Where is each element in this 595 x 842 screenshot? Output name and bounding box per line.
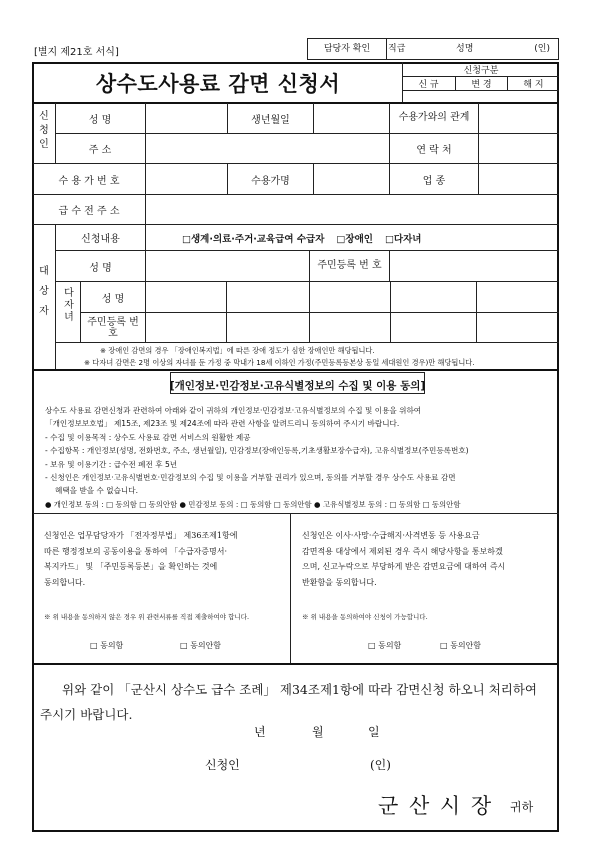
right-consent-note: ※ 위 내용을 동의하여야 신청이 가능합니다. — [302, 613, 428, 621]
consumer-business-field[interactable] — [479, 164, 558, 194]
multichild-name-label: 성 명 — [101, 293, 125, 305]
left-consent-text: 신청인은 업무담당자가 「전자정부법」 제36조제1항에 따른 행정정보의 공동이용을 통하여 「수급자증명서· 복지카드」 및 「주민등록등본」을 확인하는 것에 동의합니다. — [44, 531, 238, 587]
category-header: 신청구분 — [463, 66, 499, 76]
recipient-suffix: 귀하 — [510, 800, 534, 814]
applicant-address-field[interactable] — [146, 134, 388, 163]
multichild-rrn-label: 주민등록 번 호 — [87, 316, 139, 339]
consumer-number-label: 수 용 가 번 호 — [58, 175, 120, 187]
privacy-line-3: - 수집 및 이용목적 : 상수도 사용료 감면 서비스의 원활한 제공 — [45, 433, 251, 442]
closing-line-2: 주시기 바랍니다. — [40, 707, 133, 722]
consumer-name-label: 수용가명 — [251, 175, 290, 187]
consumer-business-label: 업 종 — [422, 175, 446, 187]
consumer-name-field[interactable] — [314, 164, 389, 194]
approval-rank-label: 직급 — [388, 44, 406, 54]
privacy-line-2: 「개인정보보호법」 제15조, 제23조 및 제24조에 따라 관련 사항을 알려드리니 동의하여 주시기 바랍니다. — [45, 419, 400, 428]
supply-address-field[interactable] — [146, 195, 558, 224]
left-agree-checkbox[interactable]: □ 동의함 — [90, 641, 124, 650]
privacy-consent-line[interactable]: ● 개인정보 동의 : □ 동의함 □ 동의안함 ● 민감정보 동의 : □ 동의함 □ 동의안함 ● 고유식별정보 동의 : □ 동의함 □ 동의안함 — [45, 500, 461, 509]
multichild-name-field-5[interactable] — [477, 282, 558, 312]
applicant-relation-label: 수용가와의 관계 — [398, 112, 470, 123]
applicant-birth-label: 생년월일 — [251, 114, 290, 126]
target-rrn-label: 주민등록 번 호 — [317, 260, 382, 271]
option-multichild-checkbox[interactable]: □다자녀 — [384, 233, 422, 245]
form-label: [별지 제21호 서식] — [34, 47, 119, 58]
target-name-field[interactable] — [146, 251, 308, 281]
applicant-contact-label: 연 락 처 — [416, 145, 452, 156]
privacy-line-7: 혜택을 받을 수 없습니다. — [55, 486, 139, 495]
applicant-name-field[interactable] — [146, 104, 226, 132]
privacy-line-4: - 수집항목 : 개인정보(성명, 전화번호, 주소, 생년월일), 민감정보(장애인등록,기초생활보장수급자), 고유식별정보(주민등록번호) — [45, 446, 469, 455]
category-change[interactable]: 변 경 — [471, 80, 492, 90]
note-multichild: ※ 다자녀 감면은 2명 이상의 자녀를 둔 가정 중 막내가 18세 이하인 가정(주민등록등본상 동일 세대원인 경우)만 해당됩니다. — [84, 358, 475, 367]
option-livelihood-checkbox[interactable]: □생계·의료·주거·교육급여 수급자 — [182, 233, 325, 245]
approval-name-label: 성명 — [456, 44, 474, 54]
category-new[interactable]: 신 규 — [418, 80, 439, 90]
target-content-options — [182, 225, 421, 250]
signature-seal: (인) — [370, 758, 391, 772]
approval-seal-label: (인) — [534, 44, 550, 54]
applicant-relation-field[interactable] — [479, 104, 558, 132]
supply-address-label: 급 수 전 주 소 — [58, 206, 120, 217]
privacy-line-5: - 보유 및 이용기간 : 급수전 폐전 후 5년 — [45, 460, 178, 469]
right-consent-text: 신청인은 이사·사망·수급해지·사격변동 등 사용요금 감면적용 대상에서 제외된 경우 즉시 해당사항을 통보하겠 으며, 신고누락으로 부당하게 받은 감면요금에 대하여 즉시 반환함을 동의합니다. — [302, 531, 506, 587]
multichild-name-field-2[interactable] — [227, 282, 309, 312]
option-disabled-checkbox[interactable]: □장애인 — [336, 233, 373, 245]
target-group-label: 대상자 — [39, 266, 49, 317]
multichild-name-field-4[interactable] — [391, 282, 476, 312]
note-disabled: ※ 장애인 감면의 경우 「장애인복지법」에 따른 장애 정도가 심한 장애인만 해당됩니다. — [100, 346, 375, 355]
date-day: 일 — [368, 725, 380, 739]
signature-applicant-label: 신청인 — [205, 758, 240, 772]
applicant-group-label: 신청인 — [39, 111, 49, 150]
privacy-line-1: 상수도 사용료 감면신청과 관련하여 아래와 같이 귀하의 개인정보·민감정보·고유식별정보의 수집 및 이용을 위하여 — [45, 406, 422, 415]
applicant-name-label: 성 명 — [88, 114, 112, 126]
applicant-birth-field[interactable] — [314, 104, 389, 132]
approval-box — [307, 38, 559, 60]
date-year: 년 — [254, 725, 266, 739]
multichild-name-field-3[interactable] — [310, 282, 390, 312]
target-rrn-field[interactable] — [390, 251, 558, 281]
closing-line-1: 위와 같이 「군산시 상수도 급수 조례」 제34조제1항에 따라 감면신청 하오니 처리하여 — [62, 682, 537, 697]
right-disagree-checkbox[interactable]: □ 동의안함 — [440, 641, 482, 650]
left-disagree-checkbox[interactable]: □ 동의안함 — [180, 641, 222, 650]
right-agree-checkbox[interactable]: □ 동의함 — [368, 641, 402, 650]
left-consent-note: ※ 위 내용을 동의하지 않은 경우 위 관련서류를 직접 제출하여야 합니다. — [44, 613, 250, 621]
multichild-group-label: 다자녀 — [64, 288, 74, 323]
page-title: 상수도사용료 감면 신청서 — [95, 72, 341, 96]
privacy-title: [개인정보·민감정보·고유식별정보의 수집 및 이용 동의] — [169, 380, 426, 392]
applicant-address-label: 주 소 — [88, 145, 112, 156]
recipient-title: 군 산 시 장 — [378, 794, 494, 818]
target-name-label: 성 명 — [89, 262, 112, 274]
privacy-line-6: - 신청인은 개인정보·고유식별번호·민감정보의 수집 및 이용을 거부할 권리가 있으며, 동의를 거부할 경우 상수도 사용료 감면 — [45, 473, 456, 482]
approval-confirm-label: 담당자 확인 — [308, 39, 387, 59]
category-terminate[interactable]: 해 지 — [523, 80, 544, 90]
date-month: 월 — [312, 725, 324, 739]
multichild-name-field-1[interactable] — [146, 282, 226, 312]
applicant-contact-field[interactable] — [479, 134, 558, 163]
consumer-number-field[interactable] — [146, 164, 226, 194]
target-content-label: 신청내용 — [81, 234, 120, 245]
